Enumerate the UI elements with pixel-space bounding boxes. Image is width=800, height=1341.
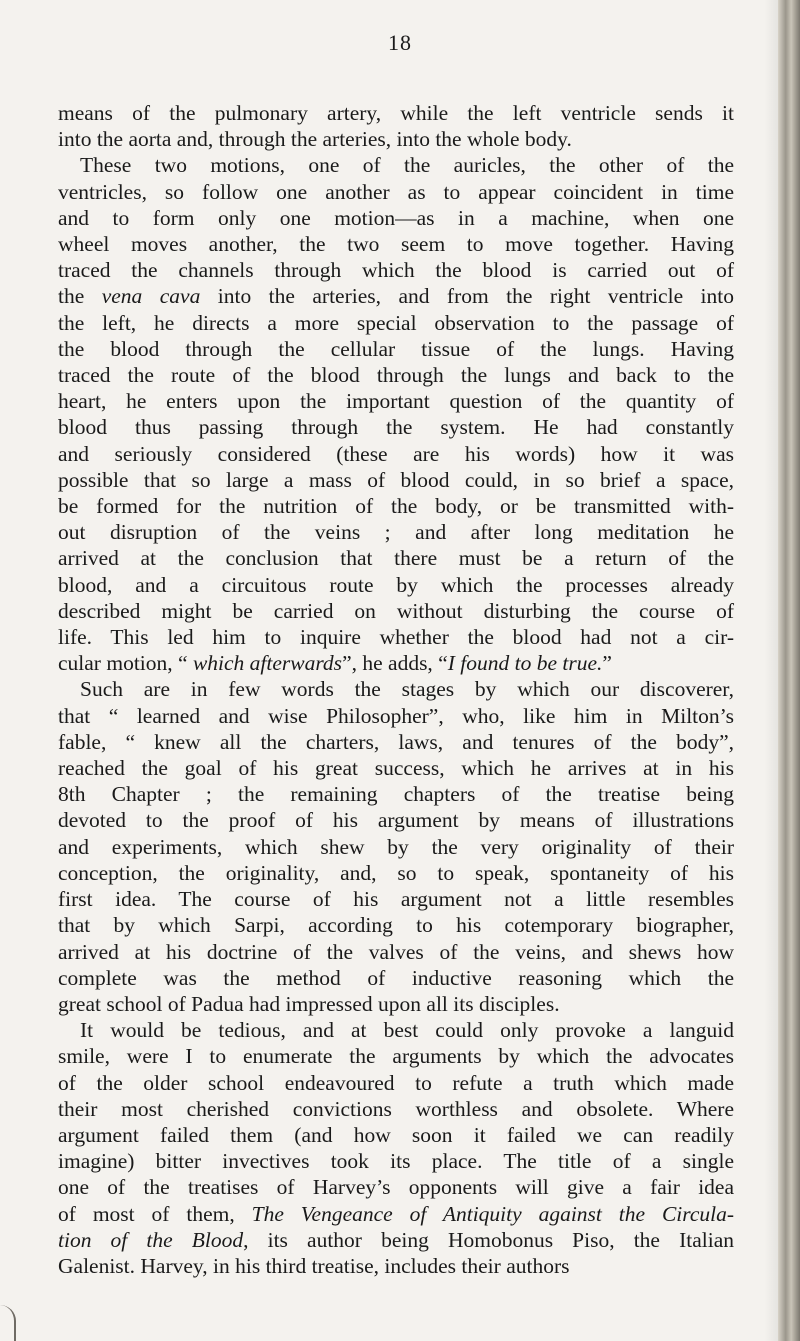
text-run: the: [58, 284, 102, 309]
text-run: life. This led him to inquire whether the blood had not a cir-: [58, 625, 734, 650]
text-line: [58, 179, 734, 205]
text-line: [58, 100, 734, 126]
text-run: means of the pulmonary artery, while the left ventricle sends it: [58, 101, 734, 125]
text-line: [58, 493, 734, 519]
text-run: imagine) bitter invectives took its place. The title of a single: [58, 1149, 734, 1174]
text-line: [58, 991, 734, 1017]
text-run: arrived at his doctrine of the valves of the veins, and shews how: [58, 939, 734, 964]
text-run: arrived at the conclusion that there must be a return of the: [58, 546, 734, 571]
text-run: , its author being Homobonus Piso, the Italian: [243, 1227, 734, 1252]
text-line: [58, 310, 734, 336]
text-line: [58, 152, 734, 178]
text-run: into the arteries, and from the right ventricle into: [200, 284, 735, 309]
text-run: traced the route of the blood through the lungs and back to the: [58, 363, 734, 388]
text-run: and seriously considered (these are his words) how it was: [58, 441, 734, 466]
text-line: [58, 807, 734, 833]
text-line: [58, 965, 734, 991]
text-line: [58, 939, 734, 965]
italic-text: The Vengeance of Antiquity against the Circula-: [251, 1201, 735, 1226]
text-line: [58, 231, 734, 257]
text-run: traced the channels through which the blood is carried out of: [58, 258, 734, 283]
text-run: cular motion, “: [58, 651, 193, 676]
text-run: devoted to the proof of his argument by means of illustrations: [58, 808, 734, 833]
text-line: [58, 1148, 734, 1174]
text-line: [58, 1043, 734, 1069]
text-line: [58, 545, 734, 571]
text-line: [58, 755, 734, 781]
text-line: [58, 703, 734, 729]
text-line: [58, 126, 734, 152]
text-run: ”, he adds, “: [342, 651, 448, 676]
text-run: wheel moves another, the two seem to move together. Having: [58, 232, 734, 257]
text-run: 8th Chapter ; the remaining chapters of the treatise being: [58, 782, 734, 807]
text-line: [58, 1122, 734, 1148]
italic-text: which afterwards: [192, 651, 343, 676]
binding-shadow: [764, 0, 778, 1341]
text-run: smile, were I to enumerate the arguments by which the advocates: [58, 1044, 734, 1069]
text-line: [58, 362, 734, 388]
text-run: possible that so large a mass of blood could, in so brief a space,: [58, 467, 734, 492]
text-run: complete was the method of inductive reasoning which the: [58, 965, 734, 990]
text-line: [58, 1070, 734, 1096]
text-run: of most of them,: [58, 1201, 252, 1226]
text-run: out disruption of the veins ; and after long meditation he: [58, 520, 734, 545]
text-run: conception, the originality, and, so to speak, spontaneity of his: [58, 860, 734, 885]
text-line: [58, 1096, 734, 1122]
text-line: [58, 729, 734, 755]
text-run: and to form only one motion—as in a machine, when one: [58, 205, 734, 230]
italic-text: tion of the Blood: [58, 1227, 244, 1252]
italic-text: vena cava: [101, 284, 201, 309]
text-run: blood, and a circuitous route by which the processes already: [58, 572, 734, 597]
text-line: [58, 834, 734, 860]
text-line: [58, 388, 734, 414]
text-line: [58, 467, 734, 493]
text-line: [58, 598, 734, 624]
text-run: heart, he enters upon the important question of the quantity of: [58, 389, 734, 414]
text-line: [58, 912, 734, 938]
text-run: fable, “ knew all the charters, laws, and tenures of the body”,: [58, 729, 734, 754]
text-line: [58, 781, 734, 807]
text-run: Such are in few words the stages by which our discoverer,: [80, 677, 734, 702]
text-line: [58, 414, 734, 440]
text-line: [58, 572, 734, 598]
text-run: great school of Padua had impressed upon all its disciples.: [58, 991, 560, 1016]
text-run: the blood through the cellular tissue of the lungs. Having: [58, 336, 734, 361]
text-line: [58, 886, 734, 912]
text-run: Galenist. Harvey, in his third treatise, includes their authors: [58, 1253, 570, 1278]
text-run: ”: [602, 651, 612, 676]
text-line: [58, 283, 734, 309]
text-run: first idea. The course of his argument not a little resembles: [58, 887, 734, 912]
text-line: [58, 1227, 734, 1253]
page-corner-curl: [0, 1305, 16, 1341]
text-run: of the older school endeavoured to refute a truth which made: [58, 1070, 734, 1095]
text-line: [58, 624, 734, 650]
text-line: [58, 1201, 734, 1227]
text-line: [58, 676, 734, 702]
body-text: [58, 100, 734, 1279]
text-run: be formed for the nutrition of the body, or be transmitted with-: [58, 494, 734, 519]
text-run: described might be carried on without disturbing the course of: [58, 598, 734, 623]
text-run: blood thus passing through the system. He had constantly: [58, 415, 734, 440]
text-line: [58, 336, 734, 362]
text-run: one of the treatises of Harvey’s opponents will give a fair idea: [58, 1175, 734, 1200]
text-line: [58, 205, 734, 231]
text-run: These two motions, one of the auricles, the other of the: [80, 153, 734, 178]
page-number: 18: [388, 30, 412, 55]
text-run: that by which Sarpi, according to his cotemporary biographer,: [58, 913, 734, 938]
text-run: argument failed them (and how soon it failed we can readily: [58, 1122, 734, 1147]
text-run: into the aorta and, through the arteries, into the whole body.: [58, 127, 572, 152]
text-line: [58, 519, 734, 545]
text-run: their most cherished convictions worthless and obsolete. Where: [58, 1096, 734, 1121]
book-spine-edge: [778, 0, 800, 1341]
text-line: [58, 1017, 734, 1043]
text-line: [58, 1174, 734, 1200]
text-line: [58, 860, 734, 886]
text-run: that “ learned and wise Philosopher”, who, like him in Milton’s: [58, 703, 734, 728]
text-line: [58, 1253, 734, 1279]
text-run: It would be tedious, and at best could only provoke a languid: [80, 1018, 734, 1043]
text-run: ventricles, so follow one another as to appear coincident in time: [58, 179, 734, 204]
text-line: [58, 441, 734, 467]
text-line: [58, 257, 734, 283]
text-run: the left, he directs a more special observation to the passage of: [58, 310, 734, 335]
text-line: [58, 650, 734, 676]
text-run: reached the goal of his great success, which he arrives at in his: [58, 756, 734, 781]
italic-text: I found to be true.: [447, 651, 603, 676]
text-run: and experiments, which shew by the very originality of their: [58, 834, 734, 859]
